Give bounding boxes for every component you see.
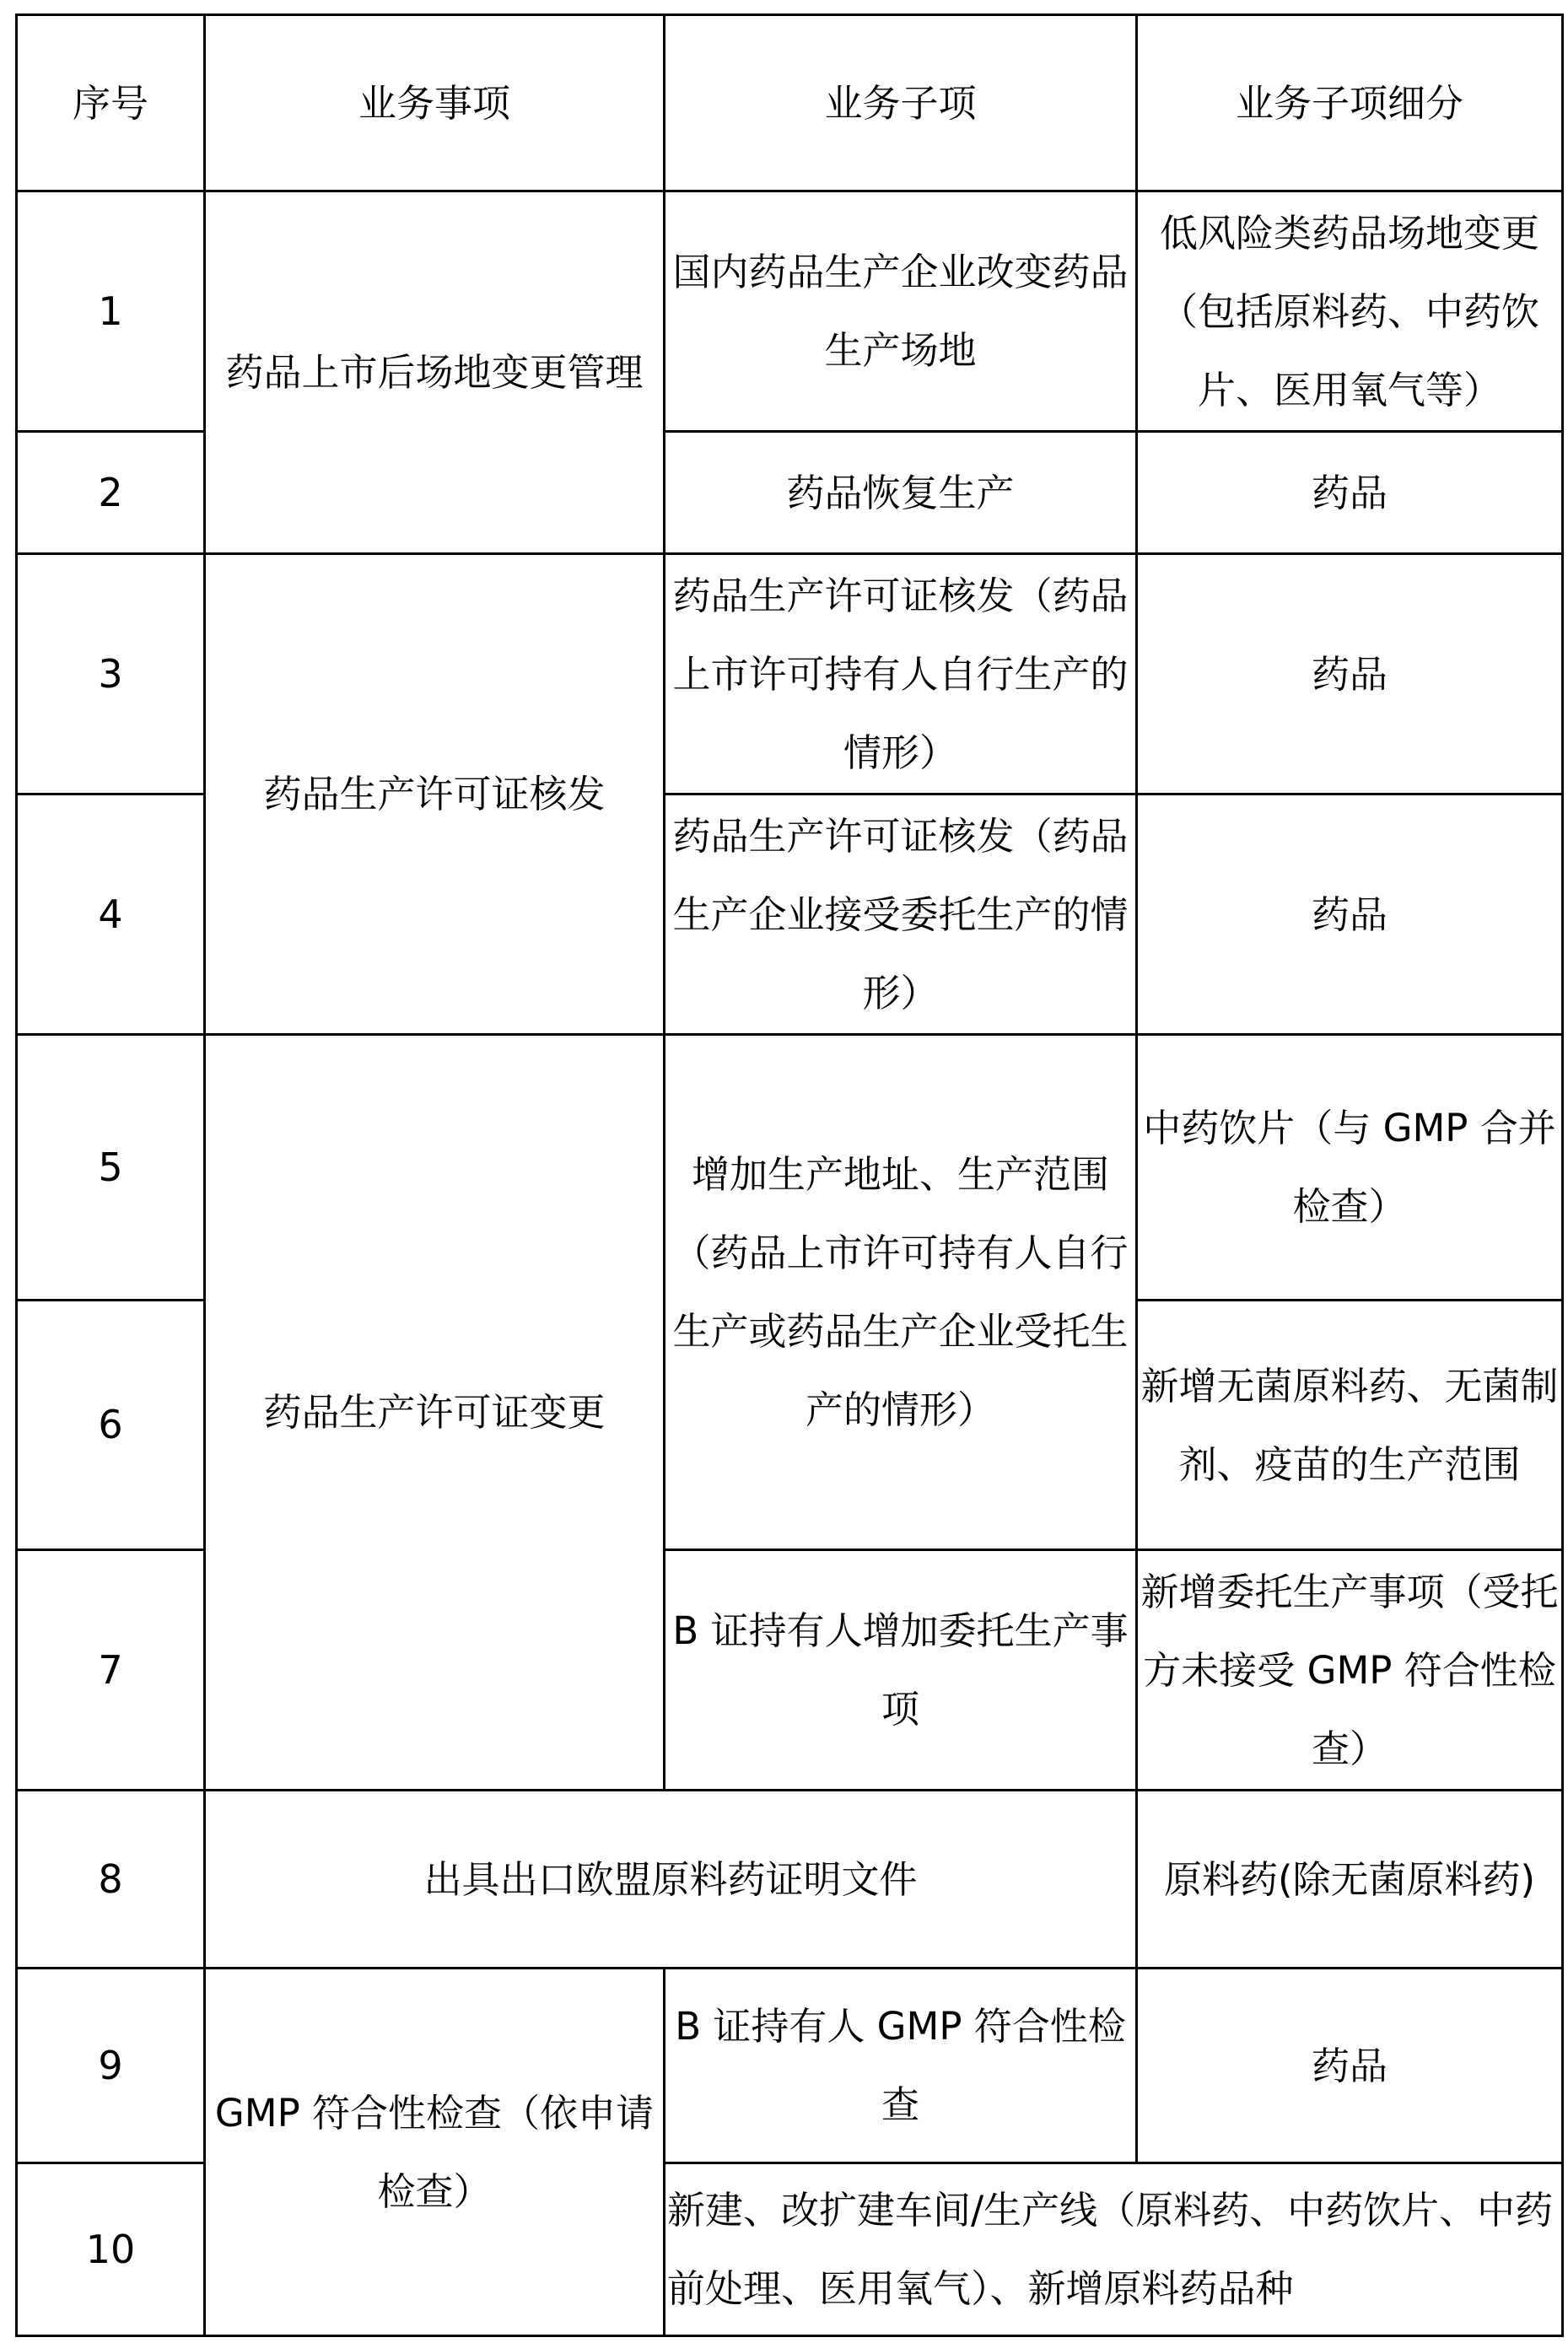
table-header-row bbox=[17, 15, 1563, 191]
row-seq: 10 bbox=[17, 2163, 205, 2336]
row-seq: 9 bbox=[17, 1969, 205, 2163]
row-matter: 药品上市后场地变更管理 bbox=[205, 191, 665, 554]
row-sub-item: 新建、改扩建车间/生产线（原料药、中药饮片、中药前处理、医用氧气）、新增原料药品种 bbox=[665, 2163, 1563, 2336]
row-sub-detail: 新增委托生产事项（受托方未接受 GMP 符合性检查） bbox=[1137, 1550, 1563, 1791]
row-matter: 药品生产许可证核发 bbox=[205, 554, 665, 1035]
row-seq: 6 bbox=[17, 1301, 205, 1550]
row-matter: 出具出口欧盟原料药证明文件 bbox=[205, 1791, 1137, 1969]
table-row bbox=[17, 191, 1563, 432]
row-sub-detail: 中药饮片（与 GMP 合并检查） bbox=[1137, 1035, 1563, 1301]
row-sub-item: 药品恢复生产 bbox=[665, 432, 1137, 554]
header-matter: 业务事项 bbox=[205, 15, 665, 191]
row-matter: 药品生产许可证变更 bbox=[205, 1035, 665, 1791]
table-row bbox=[17, 554, 1563, 794]
row-sub-detail: 药品 bbox=[1137, 1969, 1563, 2163]
row-sub-item: 药品生产许可证核发（药品上市许可持有人自行生产的情形） bbox=[665, 554, 1137, 794]
row-sub-detail: 药品 bbox=[1137, 432, 1563, 554]
header-sub-item: 业务子项 bbox=[665, 15, 1137, 191]
row-seq: 8 bbox=[17, 1791, 205, 1969]
row-sub-detail: 药品 bbox=[1137, 554, 1563, 794]
row-seq: 7 bbox=[17, 1550, 205, 1791]
row-sub-detail: 原料药(除无菌原料药) bbox=[1137, 1791, 1563, 1969]
row-sub-item: 增加生产地址、生产范围（药品上市许可持有人自行生产或药品生产企业受托生产的情形） bbox=[665, 1035, 1137, 1550]
row-sub-item: B 证持有人增加委托生产事项 bbox=[665, 1550, 1137, 1791]
row-seq: 3 bbox=[17, 554, 205, 794]
row-sub-item: 国内药品生产企业改变药品生产场地 bbox=[665, 191, 1137, 432]
row-sub-item: B 证持有人 GMP 符合性检查 bbox=[665, 1969, 1137, 2163]
row-matter: GMP 符合性检查（依申请检查） bbox=[205, 1969, 665, 2336]
row-sub-item: 药品生产许可证核发（药品生产企业接受委托生产的情形） bbox=[665, 794, 1137, 1035]
table-row bbox=[17, 1035, 1563, 1301]
table-row bbox=[17, 1969, 1563, 2163]
row-sub-detail: 低风险类药品场地变更（包括原料药、中药饮片、医用氧气等） bbox=[1137, 191, 1563, 432]
row-sub-detail: 药品 bbox=[1137, 794, 1563, 1035]
business-items-table bbox=[15, 13, 1564, 2337]
header-seq: 序号 bbox=[17, 15, 205, 191]
row-sub-detail: 新增无菌原料药、无菌制剂、疫苗的生产范围 bbox=[1137, 1301, 1563, 1550]
header-sub-detail: 业务子项细分 bbox=[1137, 15, 1563, 191]
row-seq: 1 bbox=[17, 191, 205, 432]
table-row bbox=[17, 1791, 1563, 1969]
row-seq: 2 bbox=[17, 432, 205, 554]
row-seq: 5 bbox=[17, 1035, 205, 1301]
row-seq: 4 bbox=[17, 794, 205, 1035]
